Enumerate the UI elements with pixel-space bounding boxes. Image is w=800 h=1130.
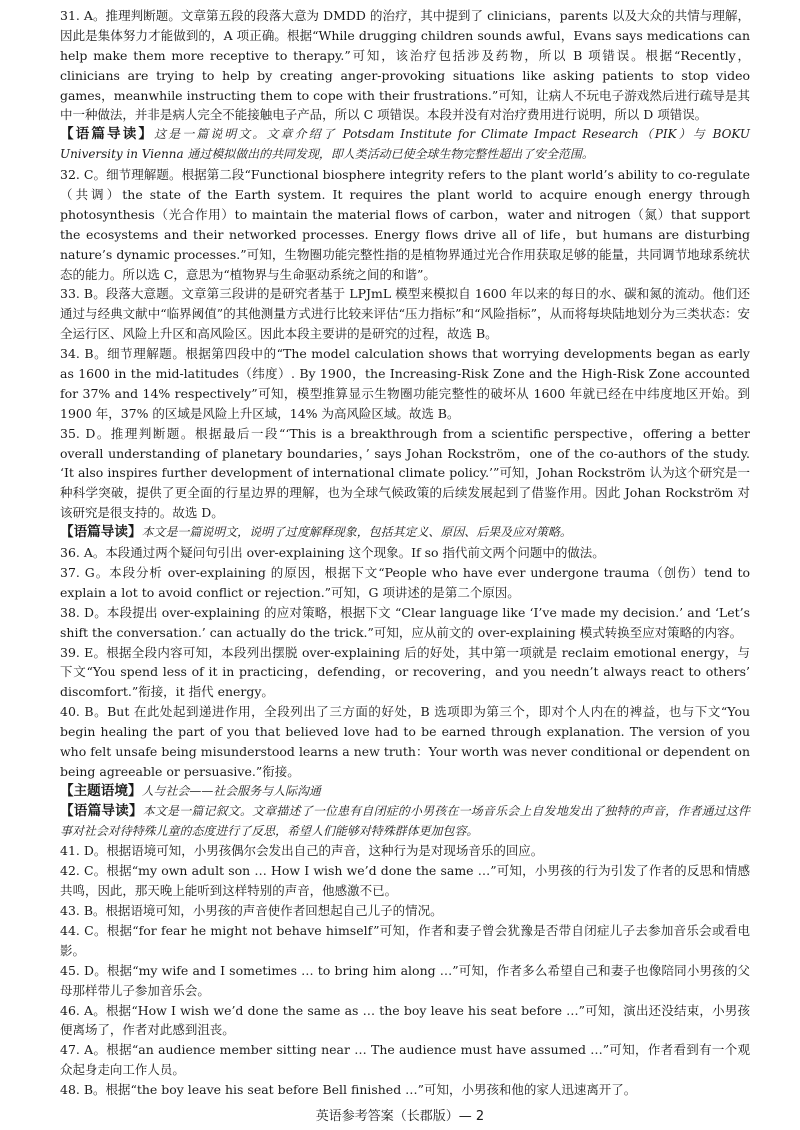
answer-item: 37. G。本段分析 over-explaining 的原因，根据下文“People who have ever undergone trauma（创伤）tend to explain a lot to avoid conflict or rejection.”可知，G 项讲述的是第二个原因。 bbox=[60, 564, 750, 600]
page-footer: 英语参考答案（长郡版）— 2 bbox=[315, 1109, 485, 1124]
guide-tag: 【主题语境】 bbox=[60, 782, 142, 799]
answer-content bbox=[60, 6, 750, 1100]
answer-item: 42. C。根据“my own adult son … How I wish we’d done the same …”可知，小男孩的行为引发了作者的反思和情感共鸣，因此，那天晚上能听到这样特别的声音，他感激不已。 bbox=[60, 863, 750, 899]
answer-item: 35. D。推理判断题。根据最后一段“‘This is a breakthrough from a scientific perspective，offering a better overall understanding of planetary boundaries，’ says Johan Rockström，one of the co-authors of the study. ‘It also inspires further development of international climate policy.’”可知，Johan Rockström 认为这个研究是一种科学突破，提供了更全面的行星边界的理解，也为全球气候政策的后续发展起到了借鉴作用。因此 Johan Rockström 对该研究是很支持的。故选 D。 bbox=[60, 425, 750, 521]
guide-text: 这是一篇说明文。文章介绍了 Potsdam Institute for Climate Impact Research（PIK）与 BOKU University in Vienna 通过模拟做出的共同发现，即人类活动已使全球生物完整性超出了安全范围。 bbox=[60, 127, 750, 162]
answer-item: 39. E。根据全段内容可知，本段列出摆脱 over-explaining 后的好处，其中第一项就是 reclaim emotional energy，与下文“You spend less of it in practicing，defending，or recovering，and you needn’t always react to others’ discomfort.”衔接，it 指代 energy。 bbox=[60, 644, 750, 700]
answer-item: 48. B。根据“the boy leave his seat before Bell finished …”可知，小男孩和他的家人迅速离开了。 bbox=[60, 1082, 637, 1098]
answer-item: 31. A。推理判断题。文章第五段的段落大意为 DMDD 的治疗，其中提到了 clinicians，parents 以及大众的共情与理解，因此是集体努力才能做到的，A 项正确。根据“While drugging children sounds awful，Evans says medications can help make them more receptive to therapy.”可知，该治疗包括涉及药物，所以 B 项错误。根据“Recently，clinicians are trying to help by creating anger-provoking situations like asking patients to stop video games，meanwhile instructing them to cope with their frustrations.”可知，让病人不玩电子游戏然后进行疏导是其中一种做法，并非是病人完全不能接触电子产品，所以 C 项错误。本段并没有对治疗费用进行说明，所以 D 项错误。 bbox=[60, 8, 750, 123]
guide-text: 人与社会——社会服务与人际沟通 bbox=[141, 783, 321, 798]
section-guide bbox=[60, 523, 750, 543]
answer-item: 46. A。根据“How I wish we’d done the same as … the boy leave his seat before …”可知，演出还没结束，小男孩便离场了，作者对此感到沮丧。 bbox=[60, 1002, 750, 1038]
answer-item: 43. B。根据语境可知，小男孩的声音使作者回想起自己儿子的情况。 bbox=[60, 903, 443, 919]
answer-item: 36. A。本段通过两个疑问句引出 over-explaining 这个现象。If so 指代前文两个问题中的做法。 bbox=[60, 545, 605, 561]
answer-item: 38. D。本段提出 over-explaining 的应对策略，根据下文 “Clear language like ‘I’ve made my decision.’ and ‘Let’s shift the conversation.’ can actually do the trick.”可知，应从前文的 over-explaining 模式转换至应对策略的内容。 bbox=[60, 604, 750, 640]
answer-item: 40. B。But 在此处起到递进作用，全段列出了三方面的好处，B 选项即为第三个，即对个人内在的裨益，也与下文“You begin healing the part of you that believed love had to be earned through explanation. The version of you who felt unsafe being misunderstood learns a new truth：Your worth was never conditional or dependent on being agreeable or persuasive.”衔接。 bbox=[60, 704, 750, 779]
guide-text: 本文是一篇说明文，说明了过度解释现象，包括其定义、原因、后果及应对策略。 bbox=[141, 525, 572, 540]
answer-item: 47. A。根据“an audience member sitting near … The audience must have assumed …”可知，作者看到有一个观众起身走向工作人员。 bbox=[60, 1042, 750, 1078]
section-guide bbox=[60, 125, 750, 165]
guide-text: 本文是一篇记叙文。文章描述了一位患有自闭症的小男孩在一场音乐会上自发地发出了独特的声音，作者通过这件事对社会对待特殊儿童的态度进行了反思，希望人们能够对特殊群体更加包容。 bbox=[60, 803, 751, 838]
answer-item: 34. B。细节理解题。根据第四段中的“The model calculation shows that worrying developments began as early as 1600 in the mid-latitudes（纬度）. By 1900，the Increasing-Risk Zone and the High-Risk Zone accounted for 37% and 14% respectively”可知，模型推算显示生物圈功能完整性的破坏从 1600 年就已经在中纬度地区开始。到 1900 年，37% 的区域是风险上升区域，14% 为高风险区域。故选 B。 bbox=[60, 346, 750, 421]
section-guide bbox=[60, 802, 750, 842]
answer-item: 45. D。根据“my wife and I sometimes … to bring him along …”可知，作者多么希望自己和妻子也像陪同小男孩的父母那样带儿子参加音乐会。 bbox=[60, 962, 750, 998]
answer-item: 32. C。细节理解题。根据第二段“Functional biosphere integrity refers to the plant world’s ability to co-regulate（共调）the state of the Earth system. It requires the plant world to acquire enough energy through photosynthesis（光合作用）to maintain the material flows of carbon，water and nitrogen（氮）that support the ecosystems and their networked processes. Energy flows drive all of life，but humans are disturbing nature’s dynamic processes.”可知，生物圈功能完整性指的是植物界通过光合作用获取足够的能量，共同调节地球系统状态的能力。所以选 C，意思为“植物界与生命驱动系统之间的和谐”。 bbox=[60, 167, 750, 282]
answer-item: 41. D。根据语境可知，小男孩偶尔会发出自己的声音，这种行为是对现场音乐的回应。 bbox=[60, 843, 544, 859]
answer-item: 33. B。段落大意题。文章第三段讲的是研究者基于 LPJmL 模型来模拟自 1600 年以来的每日的水、碳和氮的流动。他们还通过与经典文献中“临界阈值”的其他测量方式进行比较来评估“压力指标”和“风险指标”，从而将每块陆地划分为三类状态：安全运行区、风险上升区和高风险区。因此本段主要讲的是研究的过程，故选 B。 bbox=[60, 286, 750, 342]
guide-tag: 【语篇导读】 bbox=[60, 802, 143, 819]
section-guide bbox=[60, 782, 750, 802]
guide-tag: 【语篇导读】 bbox=[60, 524, 142, 541]
answer-item: 44. C。根据“for fear he might not behave himself”可知，作者和妻子曾会犹豫是否带自闭症儿子去参加音乐会或看电影。 bbox=[60, 922, 750, 958]
guide-tag: 【语篇导读】 bbox=[60, 126, 155, 143]
